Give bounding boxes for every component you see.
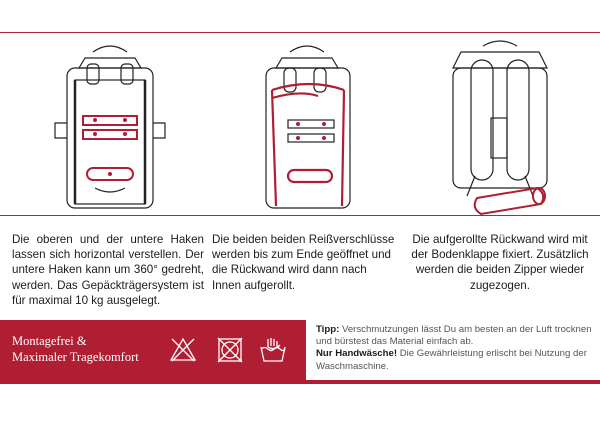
- footer-title-line2: Maximaler Tragekomfort: [12, 350, 139, 364]
- care-tip-box: [306, 320, 600, 380]
- handwash-text: Die Gewährleistung erlischt bei Nutzung der Waschmaschine.: [316, 348, 587, 372]
- hand-wash-icon: [258, 335, 288, 365]
- backpack-hooks-illustration: [15, 38, 205, 218]
- handwash-label: Nur Handwäsche!: [316, 348, 398, 360]
- no-tumble-dry-icon: [215, 335, 245, 365]
- tip-label: Tipp:: [316, 324, 340, 335]
- top-divider: [0, 32, 600, 33]
- step-3-text: Die aufgerollte Rückwand wird mit der Bodenklappe fixiert. Zusätzlich werden die beiden Zipper wieder zugezogen.: [411, 232, 589, 292]
- bottom-border: [0, 382, 600, 384]
- backpack-zipper-illustration: [210, 38, 400, 218]
- no-bleach-icon: [168, 335, 198, 365]
- step-2-text: Die beiden beiden Reißverschlüsse werden bis zum Ende geöffnet und die Rückwand wird dann nach Innen aufgerollt.: [212, 232, 395, 292]
- step-1-text: Die oberen und der untere Haken lassen sich horizontal verstellen. Der untere Haken kann um 360° gedreht, werden. Das Gepäckträgersystem ist für maximal 10 kg ausgelegt.: [12, 232, 204, 308]
- footer-title-line1: Montagefrei &: [12, 334, 87, 348]
- backpack-rolled-illustration: [405, 38, 595, 218]
- footer-title: [12, 333, 172, 365]
- tip-text: Verschmutzungen lässt Du am besten an der Luft trocknen und bürstest das Material einfach ab.: [316, 324, 592, 348]
